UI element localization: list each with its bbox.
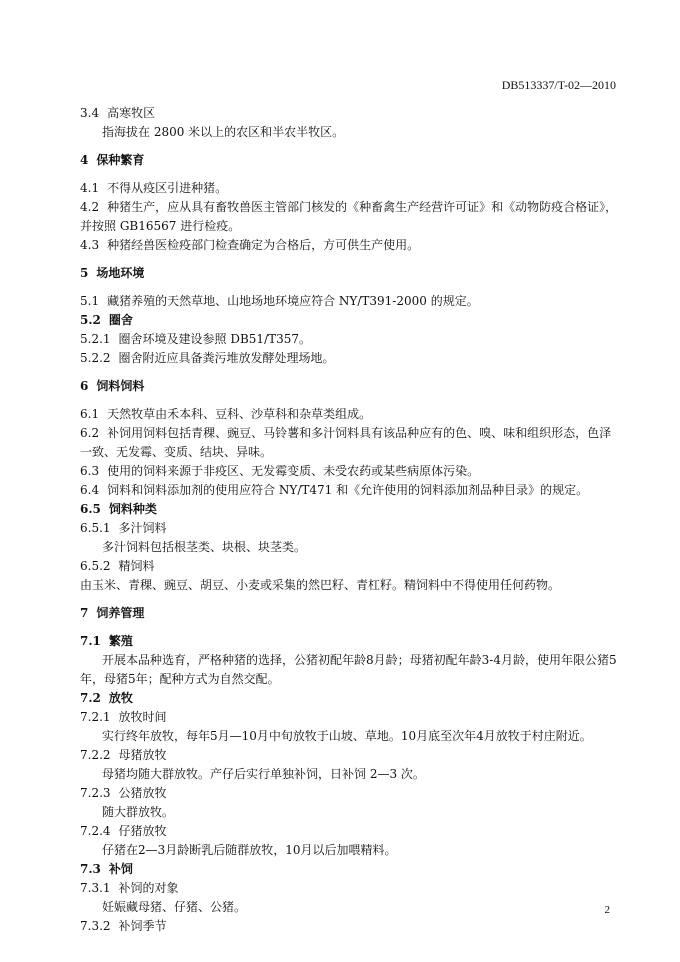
- clause-6-5-1-text: 多汁饲料包括根茎类、块根、块茎类。: [102, 540, 307, 554]
- clause-7-2-4: [80, 822, 620, 841]
- section-title: 保种繁育: [96, 153, 145, 167]
- clause-text: 饲料和饲料添加剂的使用应符合 NY/T471 和《允许使用的饲料添加剂品种目录》的规定。: [107, 483, 589, 497]
- clause-7-2: [80, 689, 620, 708]
- clause-title: 饲料种类: [108, 502, 157, 516]
- clause-7-1-text: 开展本品种选育，严格种猪的选择，公猪初配年龄8月龄；母猪初配年龄3-4月龄，使用年限公猪5: [102, 653, 617, 667]
- section-number: 7: [80, 606, 89, 620]
- clause-number: 6.4: [80, 483, 100, 497]
- clause-number: 7.3: [80, 862, 101, 876]
- clause-7-2-2: [80, 746, 620, 765]
- clause-number: 7.2.2: [80, 748, 111, 762]
- clause-7-2-1: [80, 708, 620, 727]
- clause-title: 放牧时间: [118, 710, 167, 724]
- clause-7-2-3: [80, 784, 620, 803]
- clause-7-3-1-text: 妊娠藏母猪、仔猪、公猪。: [102, 900, 247, 914]
- document-code: DB513337/T-02—2010: [501, 78, 616, 92]
- clause-title: 母猪放牧: [118, 748, 167, 762]
- clause-text: 天然牧草由禾本科、豆科、沙草科和杂草类组成。: [107, 407, 372, 421]
- section-title: 饲料饲料: [96, 379, 145, 393]
- clause-number: 7.2.1: [80, 710, 111, 724]
- clause-number: 6.5: [80, 502, 101, 516]
- clause-number: 5.2.1: [80, 332, 111, 346]
- clause-title: 补饲: [108, 862, 133, 876]
- clause-number: 4.3: [80, 238, 100, 252]
- clause-text: 种猪生产，应从具有畜牧兽医主管部门核发的《种畜禽生产经营许可证》和《动物防疫合格证》，: [107, 200, 618, 214]
- clause-number: 7.3.1: [80, 881, 111, 895]
- clause-5-1: [80, 292, 620, 311]
- clause-6-5-2-text: 由玉米、青稞、豌豆、胡豆、小麦或采集的然巴籽、青杠籽。精饲料中不得使用任何药物。: [80, 578, 561, 592]
- section-5-heading: [80, 264, 620, 283]
- clause-number: 5.2: [80, 313, 101, 327]
- clause-number: 7.2: [80, 691, 101, 705]
- clause-6-2: [80, 424, 620, 443]
- clause-number: 5.1: [80, 294, 100, 308]
- section-number: 5: [80, 266, 89, 280]
- section-title: 饲养管理: [96, 606, 145, 620]
- clause-text: 种猪经兽医检疫部门检查确定为合格后，方可供生产使用。: [107, 238, 420, 252]
- document-body: [80, 104, 620, 936]
- clause-7-3: [80, 860, 620, 879]
- clause-4-3: [80, 236, 620, 255]
- clause-6-5-2: [80, 557, 620, 576]
- clause-number: 6.5.2: [80, 559, 111, 573]
- clause-text: 圈舍环境及建设参照 DB51/T357。: [118, 332, 312, 346]
- clause-6-1: [80, 405, 620, 424]
- clause-6-5: [80, 500, 620, 519]
- section-title: 场地环境: [96, 266, 145, 280]
- clause-number: 6.1: [80, 407, 100, 421]
- section-number: 6: [80, 379, 89, 393]
- clause-title: 高寒牧区: [107, 106, 156, 120]
- section-7-heading: [80, 604, 620, 623]
- clause-3-4-text: 指海拔在 2800 米以上的农区和半农半牧区。: [102, 125, 345, 139]
- clause-5-2-2: [80, 349, 620, 368]
- clause-7-3-1: [80, 879, 620, 898]
- clause-text: 不得从疫区引进种猪。: [107, 181, 228, 195]
- clause-number: 7.2.3: [80, 786, 111, 800]
- section-4-heading: [80, 151, 620, 170]
- clause-7-3-2: [80, 917, 620, 936]
- clause-number: 4.1: [80, 181, 100, 195]
- clause-title: 补饲季节: [118, 919, 167, 933]
- clause-text: 补饲用饲料包括青稞、豌豆、马铃薯和多汁饲料具有该品种应有的色、嗅、味和组织形态，色泽: [107, 426, 612, 440]
- clause-7-1: [80, 632, 620, 651]
- clause-title: 补饲的对象: [118, 881, 179, 895]
- clause-4-2: [80, 198, 620, 217]
- clause-7-2-4-text: 仔猪在2—3月龄断乳后随群放牧，10月以后加喂精料。: [102, 843, 397, 857]
- page-number: 2: [604, 904, 610, 916]
- clause-6-5-1: [80, 519, 620, 538]
- clause-7-1-continued: 年，母猪5年；配种方式为自然交配。: [80, 672, 280, 686]
- clause-text: 藏猪养殖的天然草地、山地场地环境应符合 NY/T391-2000 的规定。: [107, 294, 479, 308]
- clause-5-2-1: [80, 330, 620, 349]
- clause-6-4: [80, 481, 620, 500]
- clause-title: 放牧: [108, 691, 133, 705]
- clause-number: 7.1: [80, 634, 101, 648]
- clause-7-2-1-text: 实行终年放牧，每年5月—10月中旬放牧于山坡、草地。10月底至次年4月放牧于村庄附近。: [102, 729, 592, 743]
- clause-number: 7.2.4: [80, 824, 111, 838]
- clause-title: 精饲料: [118, 559, 155, 573]
- clause-5-2: [80, 311, 620, 330]
- section-6-heading: [80, 377, 620, 396]
- clause-number: 4.2: [80, 200, 100, 214]
- clause-text: 使用的饲料来源于非疫区、无发霉变质、未受农药或某些病原体污染。: [107, 464, 480, 478]
- clause-6-3: [80, 462, 620, 481]
- clause-number: 6.5.1: [80, 521, 111, 535]
- clause-title: 仔猪放牧: [118, 824, 167, 838]
- clause-7-2-2-text: 母猪均随大群放牧。产仔后实行单独补饲，日补饲 2—3 次。: [102, 767, 425, 781]
- clause-3-4: [80, 104, 620, 123]
- clause-number: 3.4: [80, 106, 100, 120]
- clause-number: 7.3.2: [80, 919, 111, 933]
- clause-6-2-continued: 一致、无发霉、变质、结块、异味。: [80, 445, 273, 459]
- clause-4-1: [80, 179, 620, 198]
- clause-title: 繁殖: [108, 634, 133, 648]
- clause-text: 圈舍附近应具备粪污堆放发酵处理场地。: [118, 351, 335, 365]
- clause-title: 公猪放牧: [118, 786, 167, 800]
- clause-4-2-continued: 并按照 GB16567 进行检疫。: [80, 219, 241, 233]
- section-number: 4: [80, 153, 89, 167]
- clause-number: 6.3: [80, 464, 100, 478]
- clause-title: 多汁饲料: [118, 521, 167, 535]
- clause-number: 5.2.2: [80, 351, 111, 365]
- clause-number: 6.2: [80, 426, 100, 440]
- clause-title: 圈舍: [108, 313, 133, 327]
- clause-7-2-3-text: 随大群放牧。: [102, 805, 175, 819]
